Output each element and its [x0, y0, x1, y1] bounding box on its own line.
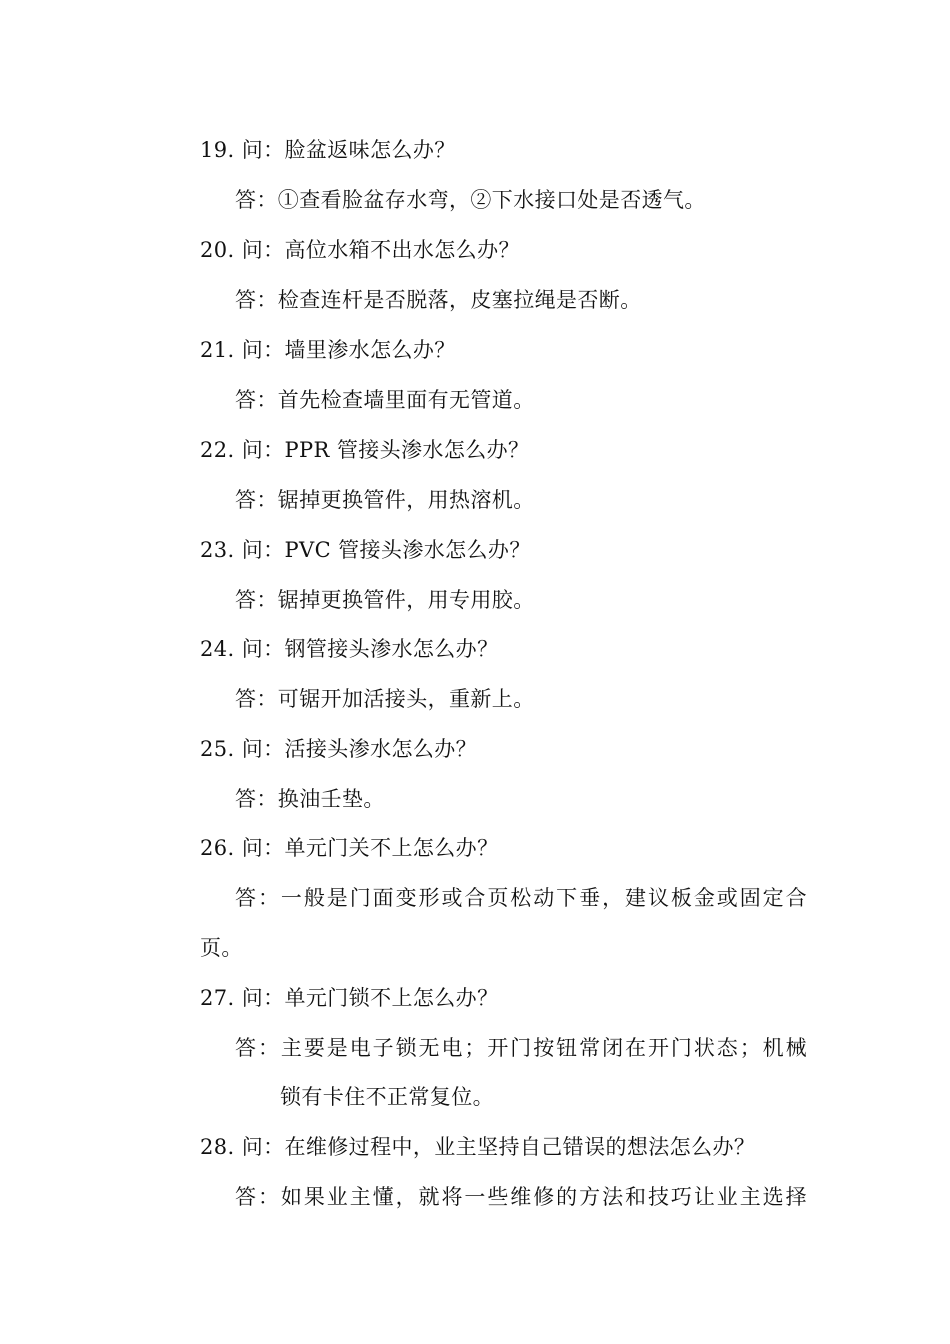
question-22: 22. 问：PPR 管接头渗水怎么办？ [200, 438, 530, 462]
question-25: 25. 问：活接头渗水怎么办？ [200, 737, 478, 761]
answer-27: 答：主要是电子锁无电；开门按钮常闭在开门状态；机械 [235, 1036, 807, 1060]
answer-24: 答：可锯开加活接头，重新上。 [235, 687, 535, 711]
question-21: 21. 问：墙里渗水怎么办？ [200, 338, 456, 362]
answer-28: 答：如果业主懂，就将一些维修的方法和技巧让业主选择 [235, 1185, 807, 1209]
question-26: 26. 问：单元门关不上怎么办？ [200, 836, 499, 860]
question-23: 23. 问：PVC 管接头渗水怎么办？ [200, 538, 531, 562]
answer-21: 答：首先检查墙里面有无管道。 [235, 388, 535, 412]
answer-25: 答：换油壬垫。 [235, 787, 385, 811]
question-20: 20. 问：高位水箱不出水怎么办？ [200, 238, 520, 262]
answer-23: 答：锯掉更换管件，用专用胶。 [235, 588, 535, 612]
answer-19: 答：①查看脸盆存水弯，②下水接口处是否透气。 [235, 188, 706, 212]
question-24: 24. 问：钢管接头渗水怎么办？ [200, 637, 499, 661]
question-19: 19. 问：脸盆返味怎么办？ [200, 138, 456, 162]
answer-26-continuation: 页。 [200, 936, 243, 960]
answer-27-continuation: 锁有卡住不正常复位。 [280, 1085, 494, 1109]
question-28: 28. 问：在维修过程中，业主坚持自己错误的想法怎么办？ [200, 1135, 756, 1159]
answer-20: 答：检查连杆是否脱落，皮塞拉绳是否断。 [235, 288, 642, 312]
answer-22: 答：锯掉更换管件，用热溶机。 [235, 488, 535, 512]
question-27: 27. 问：单元门锁不上怎么办？ [200, 986, 499, 1010]
answer-26: 答：一般是门面变形或合页松动下垂，建议板金或固定合 [235, 886, 807, 910]
